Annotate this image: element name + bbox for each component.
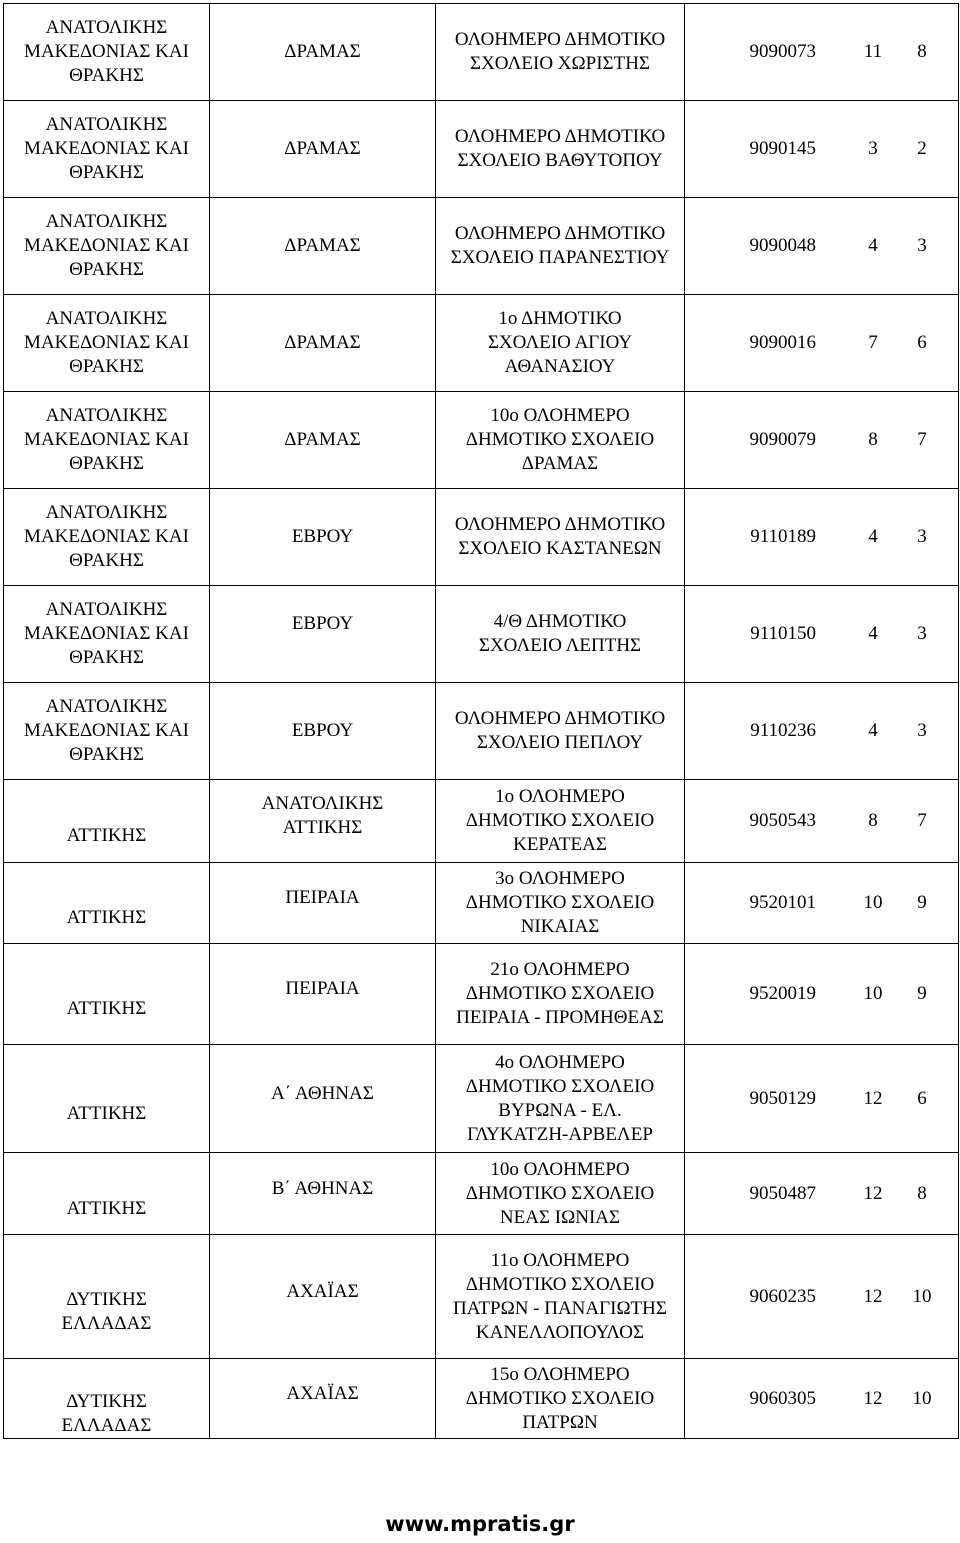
region-text: ΑΤΤΙΚΗΣ — [66, 825, 147, 846]
code-cell — [685, 489, 959, 586]
table-row — [4, 392, 959, 489]
value-2: 3 — [917, 720, 927, 741]
prefecture-cell — [210, 944, 436, 1045]
region-text: ΑΝΑΤΟΛΙΚΗΣ ΜΑΚΕΔΟΝΙΑΣ ΚΑΙ ΘΡΑΚΗΣ — [24, 211, 189, 280]
region-text: ΑΝΑΤΟΛΙΚΗΣ ΜΑΚΕΔΟΝΙΑΣ ΚΑΙ ΘΡΑΚΗΣ — [24, 17, 189, 86]
table-row — [4, 683, 959, 780]
region-text: ΑΤΤΙΚΗΣ — [66, 1197, 147, 1219]
value-1: 4 — [868, 526, 878, 547]
prefecture-text: Β΄ ΑΘΗΝΑΣ — [271, 1177, 374, 1199]
code-cell — [685, 944, 959, 1045]
table-row — [4, 295, 959, 392]
school-cell — [436, 1153, 685, 1235]
prefecture-text: ΑΝΑΤΟΛΙΚΗΣ ΑΤΤΙΚΗΣ — [261, 793, 384, 838]
value-1: 12 — [863, 1285, 883, 1307]
school-cell — [436, 198, 685, 295]
code-cell — [685, 1045, 959, 1153]
school-code: 9050487 — [749, 1182, 816, 1204]
region-cell — [4, 101, 210, 198]
table-row — [4, 4, 959, 101]
table-row — [4, 1153, 959, 1235]
table-row — [4, 780, 959, 863]
school-code: 9060235 — [749, 1285, 816, 1307]
region-cell — [4, 198, 210, 295]
value-2: 7 — [917, 429, 927, 450]
value-1: 12 — [863, 1087, 883, 1109]
region-cell — [4, 392, 210, 489]
prefecture-cell — [210, 1045, 436, 1153]
region-cell — [4, 863, 210, 944]
school-code: 9050129 — [749, 1087, 816, 1109]
value-2: 7 — [917, 810, 927, 831]
school-text: 4ο ΟΛΟΗΜΕΡΟ ΔΗΜΟΤΙΚΟ ΣΧΟΛΕΙΟ ΒΥΡΩΝΑ - ΕΛ. ΓΛΥΚΑΤΖΗ-ΑΡΒΕΛΕΡ — [465, 1051, 655, 1145]
school-text: 10ο ΟΛΟΗΜΕΡΟ ΔΗΜΟΤΙΚΟ ΣΧΟΛΕΙΟ ΝΕΑΣ ΙΩΝΙΑΣ — [465, 1158, 655, 1228]
region-cell — [4, 780, 210, 863]
school-text: 1ο ΔΗΜΟΤΙΚΟ ΣΧΟΛΕΙΟ ΑΓΙΟΥ ΑΘΑΝΑΣΙΟΥ — [487, 308, 633, 377]
region-text: ΔΥΤΙΚΗΣ ΕΛΛΑΔΑΣ — [61, 1390, 152, 1436]
school-text: 10ο ΟΛΟΗΜΕΡΟ ΔΗΜΟΤΙΚΟ ΣΧΟΛΕΙΟ ΔΡΑΜΑΣ — [465, 405, 655, 474]
code-cell — [685, 198, 959, 295]
region-text: ΑΝΑΤΟΛΙΚΗΣ ΜΑΚΕΔΟΝΙΑΣ ΚΑΙ ΘΡΑΚΗΣ — [24, 599, 189, 668]
region-cell — [4, 1045, 210, 1153]
value-2: 3 — [917, 623, 927, 644]
school-cell — [436, 1045, 685, 1153]
value-2: 3 — [917, 526, 927, 547]
region-cell — [4, 4, 210, 101]
school-text: 15ο ΟΛΟΗΜΕΡΟ ΔΗΜΟΤΙΚΟ ΣΧΟΛΕΙΟ ΠΑΤΡΩΝ — [465, 1363, 655, 1433]
school-text: ΟΛΟΗΜΕΡΟ ΔΗΜΟΤΙΚΟ ΣΧΟΛΕΙΟ ΚΑΣΤΑΝΕΩΝ — [454, 514, 666, 559]
prefecture-cell — [210, 863, 436, 944]
school-text: 21ο ΟΛΟΗΜΕΡΟ ΔΗΜΟΤΙΚΟ ΣΧΟΛΕΙΟ ΠΕΙΡΑΙΑ - ΠΡΟΜΗΘΕΑΣ — [456, 959, 664, 1028]
school-code: 9090016 — [749, 332, 816, 353]
table-row — [4, 198, 959, 295]
school-cell — [436, 489, 685, 586]
school-cell — [436, 1235, 685, 1359]
region-text: ΑΤΤΙΚΗΣ — [66, 1102, 147, 1124]
code-cell — [685, 683, 959, 780]
school-code: 9090079 — [749, 429, 816, 450]
region-text: ΑΝΑΤΟΛΙΚΗΣ ΜΑΚΕΔΟΝΙΑΣ ΚΑΙ ΘΡΑΚΗΣ — [24, 308, 189, 377]
prefecture-cell: ΕΒΡΟΥ — [210, 586, 436, 683]
school-cell — [436, 683, 685, 780]
school-cell — [436, 863, 685, 944]
value-2: 6 — [917, 1087, 927, 1109]
school-cell — [436, 295, 685, 392]
prefecture-cell — [210, 1153, 436, 1235]
code-cell — [685, 1153, 959, 1235]
code-cell — [685, 780, 959, 863]
prefecture-cell: ΔΡΑΜΑΣ — [210, 295, 436, 392]
school-cell — [436, 392, 685, 489]
value-2: 10 — [912, 1285, 932, 1307]
value-1: 4 — [868, 720, 878, 741]
prefecture-text: ΑΧΑΪΑΣ — [286, 1280, 359, 1302]
prefecture-text: ΑΧΑΪΑΣ — [286, 1382, 359, 1404]
school-code: 9060305 — [749, 1387, 816, 1409]
prefecture-cell — [210, 1359, 436, 1439]
code-cell — [685, 101, 959, 198]
region-text: ΑΝΑΤΟΛΙΚΗΣ ΜΑΚΕΔΟΝΙΑΣ ΚΑΙ ΘΡΑΚΗΣ — [24, 405, 189, 474]
code-cell — [685, 863, 959, 944]
school-cell — [436, 101, 685, 198]
code-cell — [685, 295, 959, 392]
region-cell — [4, 1235, 210, 1359]
prefecture-cell — [210, 1235, 436, 1359]
school-code: 9520019 — [749, 983, 816, 1004]
footer-website: www.mpratis.gr — [385, 1512, 575, 1536]
table-row — [4, 586, 959, 683]
region-text: ΔΥΤΙΚΗΣ ΕΛΛΑΔΑΣ — [61, 1288, 152, 1334]
region-cell — [4, 1359, 210, 1439]
region-text: ΑΝΑΤΟΛΙΚΗΣ ΜΑΚΕΔΟΝΙΑΣ ΚΑΙ ΘΡΑΚΗΣ — [24, 696, 189, 765]
school-cell — [436, 780, 685, 863]
school-cell — [436, 944, 685, 1045]
value-2: 8 — [917, 1182, 927, 1204]
value-2: 3 — [917, 235, 927, 256]
value-1: 8 — [868, 810, 878, 831]
region-cell — [4, 683, 210, 780]
prefecture-cell: ΔΡΑΜΑΣ — [210, 392, 436, 489]
code-cell — [685, 392, 959, 489]
value-1: 8 — [868, 429, 878, 450]
value-1: 12 — [863, 1182, 883, 1204]
table-row — [4, 489, 959, 586]
school-code: 9050543 — [749, 810, 816, 831]
table-row — [4, 863, 959, 944]
value-2: 6 — [917, 332, 927, 353]
prefecture-cell: ΔΡΑΜΑΣ — [210, 101, 436, 198]
school-cell — [436, 1359, 685, 1439]
code-cell — [685, 1359, 959, 1439]
school-text: ΟΛΟΗΜΕΡΟ ΔΗΜΟΤΙΚΟ ΣΧΟΛΕΙΟ ΒΑΘΥΤΟΠΟΥ — [454, 126, 666, 171]
value-1: 7 — [868, 332, 878, 353]
value-2: 9 — [917, 892, 927, 913]
schools-table — [3, 3, 959, 1439]
school-text: ΟΛΟΗΜΕΡΟ ΔΗΜΟΤΙΚΟ ΣΧΟΛΕΙΟ ΠΕΠΛΟΥ — [454, 708, 666, 753]
region-cell — [4, 295, 210, 392]
value-1: 4 — [868, 623, 878, 644]
region-cell — [4, 1153, 210, 1235]
school-text: ΟΛΟΗΜΕΡΟ ΔΗΜΟΤΙΚΟ ΣΧΟΛΕΙΟ ΠΑΡΑΝΕΣΤΙΟΥ — [450, 223, 670, 268]
code-cell — [685, 4, 959, 101]
prefecture-text: ΠΕΙΡΑΙΑ — [285, 887, 360, 908]
prefecture-text: Α΄ ΑΘΗΝΑΣ — [271, 1082, 374, 1104]
school-text: 3ο ΟΛΟΗΜΕΡΟ ΔΗΜΟΤΙΚΟ ΣΧΟΛΕΙΟ ΝΙΚΑΙΑΣ — [465, 868, 655, 937]
prefecture-cell: ΔΡΑΜΑΣ — [210, 198, 436, 295]
value-1: 4 — [868, 235, 878, 256]
table-row — [4, 101, 959, 198]
school-cell — [436, 4, 685, 101]
value-1: 10 — [863, 983, 883, 1004]
prefecture-cell: ΕΒΡΟΥ — [210, 489, 436, 586]
prefecture-cell: ΕΒΡΟΥ — [210, 683, 436, 780]
region-text: ΑΤΤΙΚΗΣ — [66, 998, 147, 1019]
table-row — [4, 1045, 959, 1153]
value-2: 2 — [917, 138, 927, 159]
value-1: 3 — [868, 138, 878, 159]
school-code: 9110150 — [750, 623, 816, 644]
school-text: 4/Θ ΔΗΜΟΤΙΚΟ ΣΧΟΛΕΙΟ ΛΕΠΤΗΣ — [478, 611, 642, 656]
school-text: 11ο ΟΛΟΗΜΕΡΟ ΔΗΜΟΤΙΚΟ ΣΧΟΛΕΙΟ ΠΑΤΡΩΝ - ΠΑΝΑΓΙΩΤΗΣ ΚΑΝΕΛΛΟΠΟΥΛΟΣ — [453, 1249, 667, 1343]
region-cell — [4, 586, 210, 683]
value-2: 9 — [917, 983, 927, 1004]
school-code: 9520101 — [749, 892, 816, 913]
value-1: 10 — [863, 892, 883, 913]
prefecture-cell — [210, 780, 436, 863]
table-row — [4, 1235, 959, 1359]
prefecture-cell: ΔΡΑΜΑΣ — [210, 4, 436, 101]
table-row — [4, 1359, 959, 1439]
value-1: 11 — [863, 41, 883, 62]
region-cell — [4, 944, 210, 1045]
value-2: 8 — [917, 41, 927, 62]
code-cell — [685, 1235, 959, 1359]
school-cell — [436, 586, 685, 683]
region-text: ΑΤΤΙΚΗΣ — [66, 907, 147, 928]
school-code: 9090073 — [749, 41, 816, 62]
school-text: ΟΛΟΗΜΕΡΟ ΔΗΜΟΤΙΚΟ ΣΧΟΛΕΙΟ ΧΩΡΙΣΤΗΣ — [454, 29, 666, 74]
school-code: 9090048 — [749, 235, 816, 256]
region-text: ΑΝΑΤΟΛΙΚΗΣ ΜΑΚΕΔΟΝΙΑΣ ΚΑΙ ΘΡΑΚΗΣ — [24, 114, 189, 183]
code-cell — [685, 586, 959, 683]
school-text: 1ο ΟΛΟΗΜΕΡΟ ΔΗΜΟΤΙΚΟ ΣΧΟΛΕΙΟ ΚΕΡΑΤΕΑΣ — [465, 786, 655, 855]
region-text: ΑΝΑΤΟΛΙΚΗΣ ΜΑΚΕΔΟΝΙΑΣ ΚΑΙ ΘΡΑΚΗΣ — [24, 502, 189, 571]
table-row — [4, 944, 959, 1045]
value-1: 12 — [863, 1387, 883, 1409]
region-cell — [4, 489, 210, 586]
school-code: 9110189 — [750, 526, 816, 547]
prefecture-text: ΠΕΙΡΑΙΑ — [285, 978, 360, 999]
value-2: 10 — [912, 1387, 932, 1409]
school-code: 9110236 — [750, 720, 816, 741]
school-code: 9090145 — [749, 138, 816, 159]
